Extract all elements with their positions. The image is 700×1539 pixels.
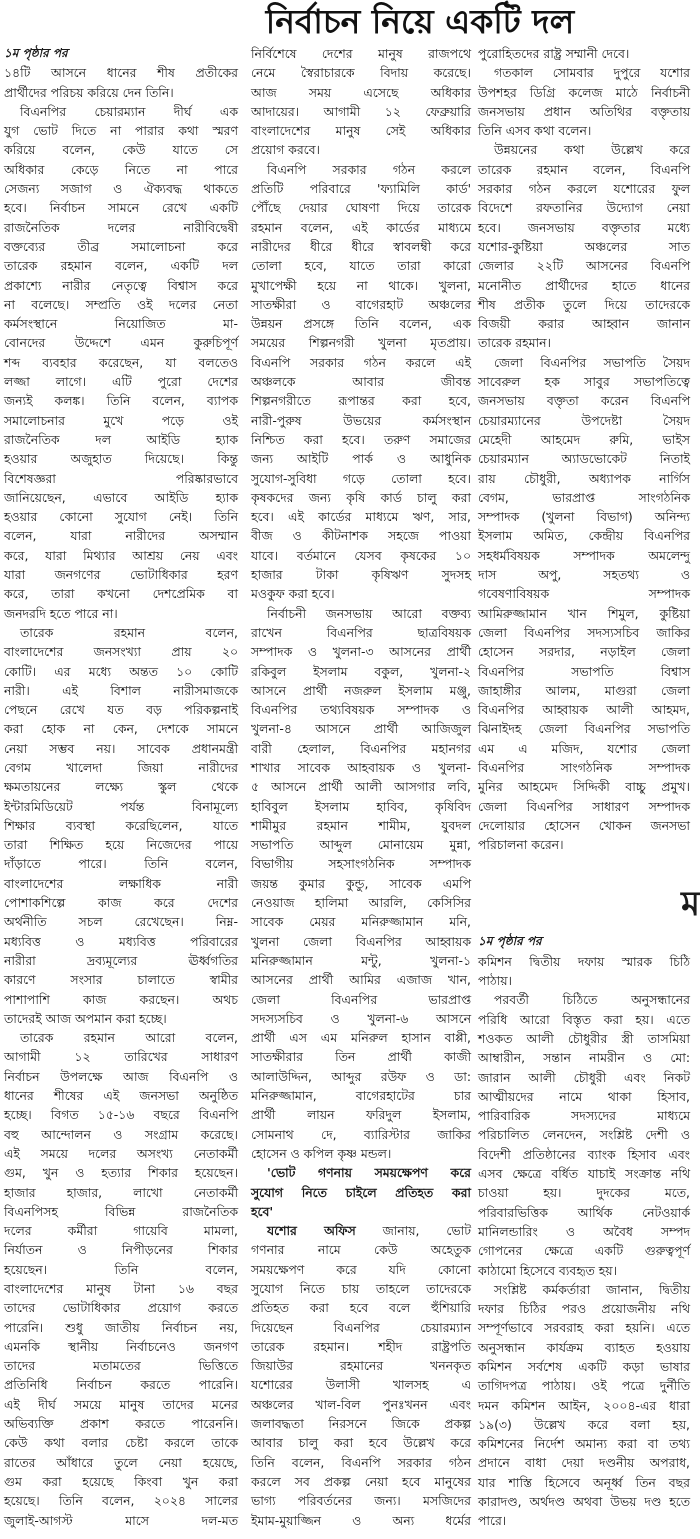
text-line: মেহেদী আহমেদ রুমি, ভাইস xyxy=(478,431,690,447)
paragraph xyxy=(4,102,238,623)
text-line: তারেক রহমান বলেন, একটি দল xyxy=(4,258,238,274)
text-line: বিভাগীয় সহসাংগঠনিক সম্পাদক xyxy=(251,856,471,872)
text-line: মনোনীত প্রার্থীদের হাতে ধানের xyxy=(478,277,690,293)
paragraph xyxy=(478,44,690,63)
text-line: রাখেন বিএনপির ছাত্রবিষয়ক xyxy=(251,624,471,640)
paragraph xyxy=(251,1221,471,1530)
text-line: এমনকি স্থানীয় নির্বাচনেও জনগণ xyxy=(4,1338,238,1354)
text-line: গবেষণাবিষয়ক সম্পাদক xyxy=(478,586,690,602)
text-line: দাস অপু, সহতথ্য ও xyxy=(478,567,690,583)
paragraph xyxy=(4,623,238,1028)
text-line: জিয়াউর রহমানের খননকৃত xyxy=(251,1358,471,1374)
text-line: বারী হেলাল, বিএনপির মহানগর xyxy=(251,740,471,756)
text-line: তোলা হবে, যাতে তারা কারো xyxy=(251,258,471,274)
text-line: এসব ক্ষেত্রে বর্ধিত যাচাই সংক্রান্ত নথি xyxy=(478,1166,690,1182)
text-line: হোসেন ও কপিল কৃষ্ণ মন্ডল। xyxy=(251,1145,392,1161)
text-line: পারিবারিক সদস্যদের মাধ্যমে xyxy=(478,1108,690,1124)
text-line: অঞ্চলকে আবার জীবন্ত xyxy=(251,374,471,390)
paragraph xyxy=(4,63,238,102)
text-line: তিনি বলেন, বিএনপি সরকার গঠন xyxy=(251,1454,471,1470)
text-line: তারেক রহমান। শহীদ রাষ্ট্রপতি xyxy=(251,1338,471,1354)
subheading xyxy=(251,1163,471,1221)
text-line: শিল্পনগরীতে রূপান্তর করা হবে, xyxy=(251,393,471,409)
text-line: নারীদের ধীরে ধীরে স্বাবলম্বী করে xyxy=(251,238,471,254)
text-line: গতকাল সোমবার দুপুরে যশোর xyxy=(494,65,690,81)
text-line: নেওয়াজ হালিমা আরলি, কেসিসির xyxy=(251,895,471,911)
text-line: তারেক রহমান। xyxy=(478,335,551,351)
text-line: চেয়ারম্যান অ্যাডভোকেট নিতাই xyxy=(478,451,690,467)
text-line: খুলনা-৪ আসনে প্রার্থী আজিজুল xyxy=(251,721,471,737)
text-line: শওকত আলী চৌধুরীর স্ত্রী তাসমিয়া xyxy=(478,1030,690,1046)
text-line: যাবে। বর্তমানে যেসব কৃষকের ১০ xyxy=(251,547,471,563)
text-line: পাঠায়। xyxy=(478,973,512,989)
text-line: চাওয়া হয়। দুদকের মতে, xyxy=(478,1185,690,1201)
text-line: অঞ্চলের খাল-বিল পুনঃখনন এবং xyxy=(251,1396,471,1412)
text-line: মওকুফ করা হবে। xyxy=(251,586,335,602)
text-line: পারে। xyxy=(478,1513,507,1529)
paragraph xyxy=(251,604,471,1164)
text-line: কর্মসংস্থানে নিয়োজিত মা- xyxy=(4,316,238,332)
text-line: হোসেন সরদার, নড়াইল জেলা xyxy=(478,644,690,660)
text-line: 'ভোট গণনায় সময়ক্ষেপণ করে xyxy=(267,1165,471,1181)
text-line: জুলাই-আগস্ট মাসে দল-মত xyxy=(4,1512,238,1528)
text-line: উপশহর ডিগ্রি কলেজ মাঠে নির্বাচনী xyxy=(478,84,690,100)
text-line: ইসলাম অমিত, কেন্দ্রীয় বিএনপির xyxy=(478,528,690,544)
text-line: পেছনে রেখে যত বড় পরিকল্পনাই xyxy=(4,702,238,718)
text-line: জারান আলী চৌধুরী এবং নিকট xyxy=(478,1069,690,1085)
text-line: প্রকাশ্যে নারীর নেতৃত্বে বিশ্বাস করে xyxy=(4,277,238,293)
text-line: বাংলাদেশের মানুষ সেই অধিকার xyxy=(251,123,471,139)
text-line: অর্থনীতি সচল রেখেছেন। নিম্ন- xyxy=(4,914,238,930)
text-line: হওয়ার কোনো সুযোগ নেই। তিনি xyxy=(4,509,238,525)
continued-from-page-label: ১ম পৃষ্ঠার পর xyxy=(478,934,542,949)
text-line: প্রতিহত করা হবে বলে হুঁশিয়ারি xyxy=(251,1300,471,1316)
text-line: হাবিবুল ইসলাম হাবিব, কৃষিবিদ xyxy=(251,798,471,814)
text-line: রায় চৌধুরী, অধ্যাপক নার্গিস xyxy=(478,470,690,486)
text-line: গণনার নামে কেউ অহেতুক xyxy=(251,1242,471,1258)
dateline-lead: যশোর অফিস xyxy=(267,1223,356,1239)
text-line: সম্পাদক (খুলনা বিভাগ) অনিন্দ্য xyxy=(478,509,690,525)
text-line: ৫ আসনে প্রার্থী আলী আসগার লবি, xyxy=(251,779,471,795)
second-article-headline: ম xyxy=(681,884,700,925)
text-line: তাদের ভোটাধিকার প্রয়োগ করতে xyxy=(4,1300,238,1316)
text-line: তাগিদপত্র পাঠায়। ওই পত্রে দুর্নীতি xyxy=(478,1378,690,1394)
text-line: এই দীর্ঘ সময়ে মানুষ তাদের মনের xyxy=(4,1396,238,1412)
text-line: গোপনের ক্ষেত্রে একটি গুরুত্বপূর্ণ xyxy=(478,1243,690,1259)
text-line: জন্যই কলঙ্ক। তিনি বলেন, ব্যাপক xyxy=(4,393,238,409)
text-line: সোমনাথ দে, ব্যারিস্টার জাকির xyxy=(251,1126,471,1142)
text-line: পরবর্তী চিঠিতে অনুসন্ধানের xyxy=(494,992,690,1008)
text-line: বীজ ও কীটনাশক সহজে পাওয়া xyxy=(251,528,471,544)
text-line: ইন্টারমিডিয়েট পর্যন্ত বিনামূল্যে xyxy=(4,798,238,814)
text-line: উন্নয়ন প্রসঙ্গে তিনি বলেন, এক xyxy=(251,316,471,332)
text-line: দাঁড়াতে পারে। তিনি বলেন, xyxy=(4,856,238,872)
paragraph xyxy=(251,160,471,604)
column-2 xyxy=(251,44,471,1530)
text-line: সম্পূর্ণভাবে সরবরাহ করা হয়নি। এতে xyxy=(478,1320,690,1336)
text-line: পরিবারভিত্তিক আর্থিক নেটওয়ার্ক xyxy=(478,1204,690,1220)
text-line: শব্দ ব্যবহার করেছেন, যা বলতেও xyxy=(4,354,238,370)
text-line: রহমান বলেন, এই কার্ডের মাধ্যমে xyxy=(251,219,471,235)
text-line: দলের কর্মীরা গায়েবি মামলা, xyxy=(4,1223,238,1239)
text-line: প্রার্থী এস এম মনিরুল হাসান বাপ্পী, xyxy=(251,1030,471,1046)
text-line: পৌঁছে দেয়ার ঘোষণা দিয়ে তারেক xyxy=(251,200,471,216)
text-line: জেলার ২২টি আসনের বিএনপি xyxy=(478,258,690,274)
text-line: সরকার গঠন করলে যশোরের ফুল xyxy=(478,181,690,197)
text-line: পোশাকশিল্পে কাজ করে দেশের xyxy=(4,895,238,911)
text-line: বেগম, ভারপ্রাপ্ত সাংগঠনিক xyxy=(478,489,690,505)
text-line: রাজনৈতিক দল আইডি হ্যাক xyxy=(4,431,238,447)
text-line: ১৯(৩) উল্লেখ করে বলা হয়, xyxy=(478,1416,690,1432)
text-line: দমন কমিশন আইন, ২০০৪-এর ধারা xyxy=(478,1397,690,1413)
text-line: শিক্ষার ব্যবস্থা করেছিলেন, যাতে xyxy=(4,817,238,833)
text-line: বলেন, যারা নারীদের অসম্মান xyxy=(4,528,238,544)
text-line: প্রার্থী লায়ন ফরিদুল ইসলাম, xyxy=(251,1107,471,1123)
text-line: মধ্যবিত্ত ও মধ্যবিত্ত পরিবারের xyxy=(4,933,238,949)
paragraph xyxy=(251,44,471,160)
text-line: হাজার টাকা কৃষিঋণ সুদসহ xyxy=(251,567,471,583)
text-line: আত্মীয়দের নামে থাকা হিসাব, xyxy=(478,1088,690,1104)
text-line: আলাউদ্দিন, আব্দুর রউফ ও ডা: xyxy=(251,1068,471,1084)
text-line: কোটি। এর মধ্যে অন্তত ১০ কোটি xyxy=(4,663,238,679)
text-line: জনদরদি হতে পারে না। xyxy=(4,605,118,621)
text-line: কাঠামো হিসেবে ব্যবহৃত হয়। xyxy=(478,1262,618,1278)
text-line: জেলা বিএনপির সদস্যসচিব জাকির xyxy=(478,624,690,640)
text-line: এম এ মজিদ, যশোর জেলা xyxy=(478,740,690,756)
text-line: বিদেশে রফতানির উদ্যোগ নেয়া xyxy=(478,200,690,216)
text-line: অভিব্যক্তি প্রকাশ করতে পারেননি। xyxy=(4,1416,238,1432)
text-line: কমিশন দ্বিতীয় দফায় স্মারক চিঠি xyxy=(478,953,690,969)
text-line: নির্বাচনী জনসভায় আরো বক্তব্য xyxy=(267,605,471,621)
text-line: জেলা বিএনপির সাধারণ সম্পাদক xyxy=(478,798,690,814)
text-line: আসনে প্রার্থী নজরুল ইসলাম মঞ্জু, xyxy=(251,682,471,698)
text-line: আবার চালু করা হবে উল্লেখ করে xyxy=(251,1435,471,1451)
text-line: অধিকার কেড়ে নিতে না পারে xyxy=(4,161,238,177)
text-line: বিজয়ী করার আহ্বান জানান xyxy=(478,316,690,332)
text-line: মুখাপেক্ষী হয়ে না থাকে। খুলনা, xyxy=(251,277,471,293)
text-line: নেমে স্বৈরাচারকে বিদায় করেছে। xyxy=(251,65,471,81)
text-line: দফার চিঠির পরও প্রয়োজনীয় নথি xyxy=(478,1301,690,1317)
text-line: নেয়া সম্ভব নয়। সাবেক প্রধানমন্ত্রী xyxy=(4,740,238,756)
text-line: সহধর্মবিষয়ক সম্পাদক অমলেন্দু xyxy=(478,547,690,563)
text-line: হাজার হাজার, লাখো নেতাকর্মী xyxy=(4,1184,238,1200)
text-line: গুম করা হয়েছে কিংবা খুন করা xyxy=(4,1473,238,1489)
paragraph xyxy=(478,63,690,140)
text-line: করে, যারা মিথ্যার আশ্রয় নেয় এবং xyxy=(4,547,238,563)
text-line: হওয়ার অজুহাত দিয়েছে। কিন্তু xyxy=(4,451,238,467)
text-line: বাংলাদেশের লক্ষাধিক নারী xyxy=(4,875,238,891)
text-line: তাদেরই আজ অপমান করা হচ্ছে। xyxy=(4,1010,167,1026)
text-line: যার শাস্তি হিসেবে অনূর্ধ্ব তিন বছর xyxy=(478,1474,690,1490)
text-line: করে, তারা কখনো দেশপ্রেমিক বা xyxy=(4,586,238,602)
text-line: পরিধি আরো বিস্তৃত করা হয়। এতে xyxy=(478,1011,690,1027)
text-line: বাংলাদেশের মানুষ টানা ১৬ বছর xyxy=(4,1281,238,1296)
text-line: হবে। এই কার্ডের মাধ্যমে ঋণ, সার, xyxy=(251,509,471,525)
text-line: বক্তব্যের তীব্র সমালোচনা করে xyxy=(4,238,238,254)
text-line: তাদের মতামতের ভিত্তিতে xyxy=(4,1358,238,1374)
text-line: মনিরুজ্জামান, বাগেরহাটের চার xyxy=(251,1088,471,1104)
continued-from-page-label: ১ম পৃষ্ঠার পর xyxy=(4,46,68,60)
text-line: সেজন্য সজাগ ও ঐক্যবদ্ধ থাকতে xyxy=(4,181,238,197)
text-line: সুযোগ-সুবিধা গড়ে তোলা হবে। xyxy=(251,470,471,486)
text-line: জনসভায় প্রধান অতিথির বক্তৃতায় xyxy=(478,103,690,119)
text-line: বিএনপির আহ্বায়ক আলী আহমদ, xyxy=(478,702,690,718)
text-line: বিশেষজ্ঞরা পরিষ্কারভাবে xyxy=(4,470,238,486)
text-line: হচ্ছে। বিগত ১৫-১৬ বছরে বিএনপি xyxy=(4,1107,238,1123)
text-line: করলে সব প্রকল্প নেয়া হবে মানুষের xyxy=(251,1473,471,1489)
text-line: রাজনৈতিক দলের নারীবিদ্বেষী xyxy=(4,219,238,235)
text-line: জলাবদ্ধতা নিরসনে জিকে প্রকল্প xyxy=(251,1416,471,1432)
text-line: যশোর-কুষ্টিয়া অঞ্চলের সাত xyxy=(478,238,690,254)
line-text: জানায়, ভোট xyxy=(355,1223,472,1239)
text-line: প্রতিনিধি নির্বাচন করতে পারেনি। xyxy=(4,1377,238,1393)
text-line: আদায়ের। আগামী ১২ ফেব্রুয়ারি xyxy=(251,103,471,119)
text-line: চেয়ারম্যানের উপদেষ্টা সৈয়দ xyxy=(478,412,690,428)
text-line: পারেনি। শুধু জাতীয় নির্বাচন নয়, xyxy=(4,1319,238,1335)
text-line: জয়ন্ত কুমার কুন্ডু, সাবেক এমপি xyxy=(251,875,471,891)
text-line: বিএনপির সভাপতি বিশ্বাস xyxy=(478,663,690,679)
text-line: সদস্যসচিব ও খুলনা-৬ আসনে xyxy=(251,1010,471,1026)
text-line: সুযোগ নিতে চাইলে প্রতিহত করা xyxy=(251,1184,471,1200)
text-line: প্রার্থীদের পরিচয় করিয়ে দেন তিনি। xyxy=(4,84,174,100)
text-line: কারণে সংসার চালাতে স্বামীর xyxy=(4,972,238,988)
text-line: বিদেশী প্রতিষ্ঠানের ব্যাংক হিসাব এবং xyxy=(478,1146,690,1162)
text-line: বহু আন্দোলন ও সংগ্রাম করেছে। xyxy=(4,1126,238,1142)
text-line: কারাদণ্ড, অর্থদণ্ড অথবা উভয় দণ্ড হতে xyxy=(478,1494,690,1510)
text-line: শামীমুর রহমান শামীম, যুবদল xyxy=(251,817,471,833)
text-line: বোনদের উদ্দেশে এমন কুরুচিপূর্ণ xyxy=(4,335,238,351)
text-line: সময়ের শিল্পনগরী খুলনা মৃতপ্রায়। xyxy=(251,335,471,351)
text-line: করা হোক না কেন, দেশকে সামনে xyxy=(4,721,238,737)
text-line: ঝিনাইদহ জেলা বিএনপির সভাপতি xyxy=(478,721,690,737)
text-line: আগামী ১২ তারিখের সাধারণ xyxy=(4,1049,238,1065)
text-line: হবে। জনসভায় বক্তৃতার মধ্যে xyxy=(478,219,690,235)
text-line: বেগম খালেদা জিয়া নারীদের xyxy=(4,759,238,775)
text-line: যারা জনগণের ভোটাধিকার হরণ xyxy=(4,567,238,583)
text-line: বিএনপি সরকার গঠন করলে xyxy=(267,161,471,177)
text-line: সাতক্ষীরা ও বাগেরহাট অঞ্চলের xyxy=(251,296,471,312)
text-line: সভাপতি আব্দুল মোনায়েম মুন্না, xyxy=(251,837,471,853)
text-line: তারা শিক্ষিত হয়ে নিজেদের পায়ে xyxy=(4,837,238,853)
text-line: উন্নয়নের কথা উল্লেখ করে xyxy=(494,142,690,158)
text-line: শাখার সাবেক আহবায়ক ও খুলনা- xyxy=(251,759,471,775)
text-line: বাংলাদেশের জনসংখ্যা প্রায় ২০ xyxy=(4,644,238,660)
text-line: নিশ্চিত করা হবে। তরুণ সমাজের xyxy=(251,431,471,447)
text-line: কৃষকদের জন্য কৃষি কার্ড চালু করা xyxy=(251,489,471,505)
text-line: হবে' xyxy=(251,1203,274,1219)
text-line: নির্যাতন ও নিপীড়নের শিকার xyxy=(4,1242,238,1258)
text-line: জাহাঙ্গীর আলম, মাগুরা জেলা xyxy=(478,682,690,698)
text-line: কমিশন সর্বশেষ একটি কড়া ভাষার xyxy=(478,1359,690,1374)
text-line: প্রদানে বাধা দেয়া দণ্ডনীয় অপরাধ, xyxy=(478,1455,690,1471)
text-line: আজ সময় এসেছে অধিকার xyxy=(251,84,471,100)
paragraph xyxy=(478,952,690,991)
text-line: সম্পাদক ও খুলনা-৩ আসনের প্রার্থী xyxy=(251,644,471,660)
text-line: সাতক্ষীরার তিন প্রার্থী কাজী xyxy=(251,1049,471,1065)
text-line: সমালোচনার মুখে পড়ে ওই xyxy=(4,412,238,428)
text-line: পাশাপাশি কাজ করছেন। অথচ xyxy=(4,991,238,1007)
text-line: নারী। এই বিশাল নারীসমাজকে xyxy=(4,682,238,698)
text-line: জানিয়েছেন, এভাবে আইডি হ্যাক xyxy=(4,489,238,505)
text-line: নির্বিশেষে দেশের মানুষ রাজপথে xyxy=(251,46,471,61)
article-headline: নির্বাচন নিয়ে একটি দল xyxy=(265,2,575,41)
text-line: মানিলন্ডারিং ও অবৈধ সম্পদ xyxy=(478,1223,690,1239)
text-line: জেলা বিএনপির সভাপতি সৈয়দ xyxy=(494,354,690,370)
text-line: কমিশনের নির্দেশ অমান্য করা বা তথ্য xyxy=(478,1436,690,1452)
paragraph xyxy=(478,1280,690,1531)
text-line: নির্বাচন উপলক্ষে আজ বিএনপি ও xyxy=(4,1068,238,1084)
text-line: নারী-পুরুষ উভয়ের কর্মসংস্থান xyxy=(251,412,471,428)
text-line: মনিরুজ্জামান মন্টু, খুলনা-১ xyxy=(251,952,471,968)
text-line: লজ্জা লাগে। এটি পুরো দেশের xyxy=(4,374,238,390)
text-line: নারীরা দ্রব্যমূল্যের ঊর্ধ্বগতির xyxy=(4,952,238,968)
text-line: ধানের শীষের এই জনসভা অনুষ্ঠিত xyxy=(4,1088,238,1104)
text-line: জন্য আইটি পার্ক ও আধুনিক xyxy=(251,451,471,467)
text-line xyxy=(251,1221,471,1240)
text-line: তারেক রহমান বলেন, বিএনপি xyxy=(478,161,690,177)
text-line: দেলোয়ার হোসেন খোকন জনসভা xyxy=(478,817,690,833)
text-line: ১৪টি আসনে ধানের শীষ প্রতীকের xyxy=(4,65,238,81)
text-line: যশোরের উলাসী খালসহ এ xyxy=(251,1377,471,1393)
text-line: প্রতিটি পরিবারে 'ফ্যামিলি কার্ড' xyxy=(251,181,471,197)
text-line: বিএনপি সরকার গঠন করলে এই xyxy=(251,354,471,370)
text-line: শীষ প্রতীক তুলে দিয়ে তাদেরকে xyxy=(478,296,690,312)
text-line: আম্বারীন, সন্তান নামরীন ও মো: xyxy=(478,1050,690,1066)
text-line: সুযোগ নিতে চায় তাহলে তাদেরকে xyxy=(251,1281,471,1296)
column-1 xyxy=(4,44,238,1530)
text-line: তারেক রহমান আরো বলেন, xyxy=(20,1030,238,1046)
text-line: ভাগ্য পরিবর্তনের জন্য। মসজিদের xyxy=(251,1493,471,1509)
text-line: তারেক রহমান বলেন, xyxy=(20,624,238,640)
text-line: পুরোহিতদের রাষ্ট্র সম্মানী দেবে। xyxy=(478,46,630,61)
paragraph xyxy=(478,353,690,855)
text-line: এই সময়ে দলের অসংখ্য নেতাকর্মী xyxy=(4,1145,238,1161)
paragraph xyxy=(478,140,690,352)
column-3 xyxy=(478,44,700,1531)
text-line: বিএনপির চেয়ারম্যান দীর্ঘ এক xyxy=(20,103,238,119)
text-line: হবে। নির্বাচন সামনে রেখে একটি xyxy=(4,200,238,216)
text-line: দিয়েছেন বিএনপির চেয়ারম্যান xyxy=(251,1319,471,1335)
text-line: রকিবুল ইসলাম বকুল, খুলনা-২ xyxy=(251,663,471,679)
text-line: বিএনপির সাংগঠনিক সম্পাদক xyxy=(478,759,690,775)
text-line: বিএনপির তথ্যবিষয়ক সম্পাদক ও xyxy=(251,702,471,718)
text-line: জনসভায় বক্তৃতা করেন বিএনপি xyxy=(478,393,690,409)
text-line: ইমাম-মুয়াজ্জিন ও অন্য ধর্মের xyxy=(251,1512,471,1528)
text-line: যুগ ভোট দিতে না পারার কথা স্মরণ xyxy=(4,123,238,139)
text-line: সংশ্লিষ্ট কর্মকর্তারা জানান, দ্বিতীয় xyxy=(494,1281,690,1297)
text-line: সাবেক মেয়র মনিরুজ্জামান মনি, xyxy=(251,914,471,930)
text-line: প্রয়োগ করবে। xyxy=(251,142,320,158)
text-line: জেলা বিএনপির ভারপ্রাপ্ত xyxy=(251,991,471,1007)
text-line: মুনির আহমেদ সিদ্দিকী বাচ্চু প্রমুখ। xyxy=(478,779,690,795)
text-line: কেউ কথা বলার চেষ্টা করলে তাকে xyxy=(4,1435,238,1451)
text-line: অনুসন্ধান কার্যক্রম ব্যাহত হওয়ায় xyxy=(478,1339,690,1355)
text-line: বিএনপিসহ বিভিন্ন রাজনৈতিক xyxy=(4,1203,238,1219)
text-line: হয়েছেন। তিনি বলেন, xyxy=(4,1261,238,1277)
text-line: পরিচালনা করেন। xyxy=(478,837,564,853)
text-line: আমিরুজ্জামান খান শিমুল, কুষ্টিয়া xyxy=(478,605,690,621)
text-line: না বলেছে। সম্প্রতি ওই দলের নেতা xyxy=(4,296,238,312)
text-line: গুম, খুন ও হত্যার শিকার হয়েছেন। xyxy=(4,1165,238,1181)
text-line: সাবেরুল হক সাবুর সভাপতিত্বে xyxy=(478,374,690,390)
paragraph xyxy=(4,1028,238,1530)
text-line: পরিচালিত লেনদেন, সংশ্লিষ্ট দেশী ও xyxy=(478,1127,690,1143)
text-line: আসনের প্রার্থী আমির এজাজ খান, xyxy=(251,972,471,988)
text-line: সময়ক্ষেপণ করে যদি কোনো xyxy=(251,1261,471,1277)
text-line: করিয়ে বলেন, কেউ যাতে সে xyxy=(4,142,238,158)
text-line: ক্ষমতায়নের লক্ষ্যে স্কুল থেকে xyxy=(4,779,238,795)
text-line: রাতের আঁধারে তুলে নেয়া হয়েছে, xyxy=(4,1454,238,1470)
text-line: হয়েছে। তিনি বলেন, ২০২৪ সালের xyxy=(4,1493,238,1509)
text-line: তিনি এসব কথা বলেন। xyxy=(478,123,592,139)
paragraph xyxy=(478,990,690,1279)
text-line: খুলনা জেলা বিএনপির আহ্বায়ক xyxy=(251,933,471,949)
